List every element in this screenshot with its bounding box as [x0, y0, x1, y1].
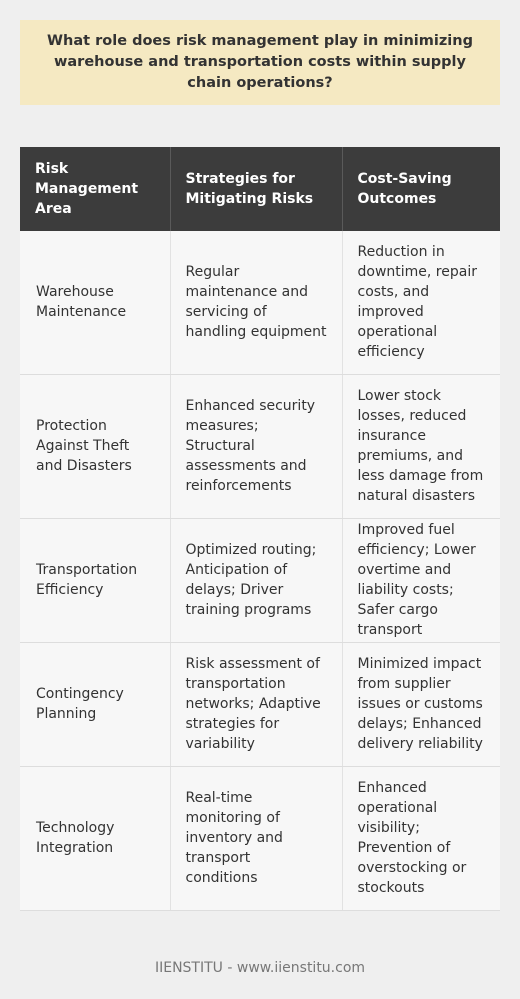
table-row [20, 374, 500, 518]
table-row [20, 766, 500, 910]
cell-strategy: Regular maintenance and servicing of handling equipment [170, 231, 342, 374]
cell-outcome: Improved fuel efficiency; Lower overtime and liability costs; Safer cargo transport [342, 518, 500, 642]
table-row [20, 231, 500, 374]
header-outcomes: Cost-Saving Outcomes [342, 147, 500, 231]
cell-area: Contingency Planning [20, 642, 170, 766]
cell-strategy: Optimized routing; Anticipation of delays; Driver training programs [170, 518, 342, 642]
cell-outcome: Reduction in downtime, repair costs, and improved operational efficiency [342, 231, 500, 374]
table-row [20, 518, 500, 642]
cell-outcome: Minimized impact from supplier issues or customs delays; Enhanced delivery reliability [342, 642, 500, 766]
question-title: What role does risk management play in minimizing warehouse and transportation costs within supply chain operations? [47, 33, 473, 91]
table-row [20, 642, 500, 766]
risk-management-table [20, 147, 500, 911]
header-risk-area: Risk Management Area [20, 147, 170, 231]
cell-area: Warehouse Maintenance [20, 231, 170, 374]
footer-credit: IIENSTITU - www.iienstitu.com [154, 960, 366, 976]
table-header-row [20, 147, 500, 231]
header-strategies: Strategies for Mitigating Risks [170, 147, 342, 231]
cell-strategy: Real-time monitoring of inventory and transport conditions [170, 766, 342, 910]
cell-strategy: Enhanced security measures; Structural assessments and reinforcements [170, 374, 342, 518]
question-title-box [20, 20, 500, 105]
cell-area: Protection Against Theft and Disasters [20, 374, 170, 518]
cell-area: Technology Integration [20, 766, 170, 910]
cell-outcome: Enhanced operational visibility; Prevention of overstocking or stockouts [342, 766, 500, 910]
cell-strategy: Risk assessment of transportation networks; Adaptive strategies for variability [170, 642, 342, 766]
cell-outcome: Lower stock losses, reduced insurance premiums, and less damage from natural disasters [342, 374, 500, 518]
cell-area: Transportation Efficiency [20, 518, 170, 642]
